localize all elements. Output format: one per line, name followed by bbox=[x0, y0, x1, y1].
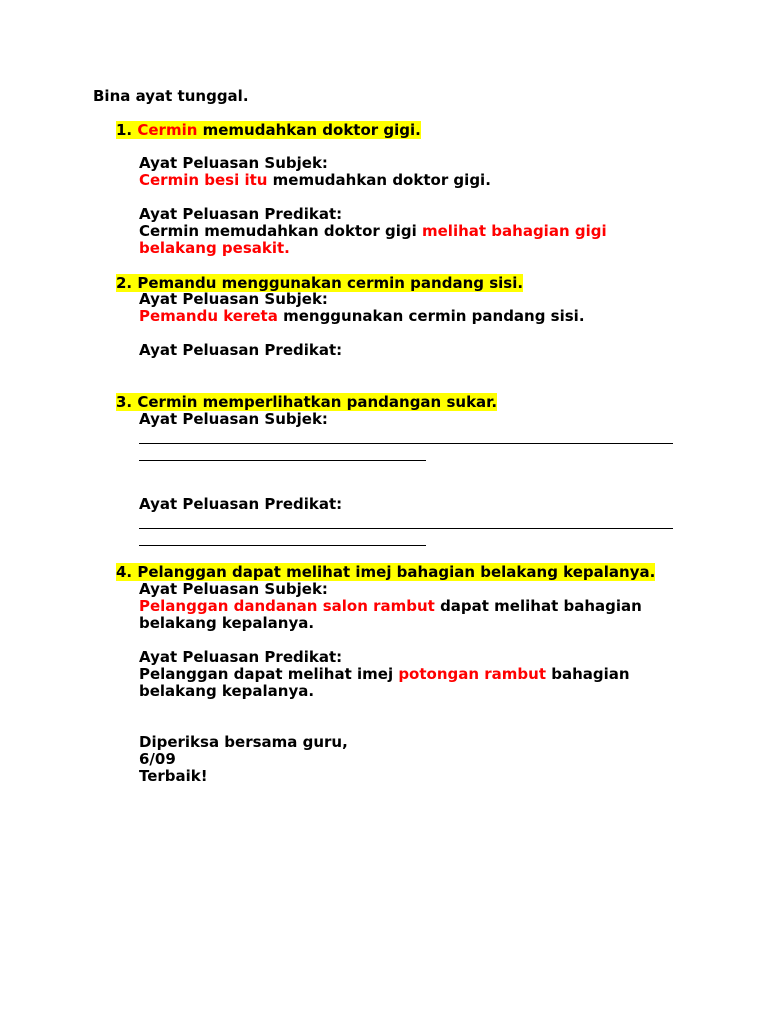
question-4-predicate-label: Ayat Peluasan Predikat: bbox=[139, 648, 343, 666]
teacher-note-checked: Diperiksa bersama guru, bbox=[139, 733, 348, 751]
question-2-number: 2. bbox=[116, 274, 133, 292]
question-3-predicate-label: Ayat Peluasan Predikat: bbox=[139, 495, 343, 513]
question-2-subject-label: Ayat Peluasan Subjek: bbox=[139, 290, 328, 308]
question-1-subject-answer-rest: memudahkan doktor gigi. bbox=[267, 171, 491, 189]
question-3-subject-answer-line-2 bbox=[139, 460, 426, 461]
question-4-subject-label: Ayat Peluasan Subjek: bbox=[139, 580, 328, 598]
question-4-predicate-answer-red: potongan rambut bbox=[398, 665, 547, 683]
question-3-predicate-answer-line-1 bbox=[139, 528, 673, 529]
question-1-highlight bbox=[116, 121, 421, 139]
question-4-sentence: Pelanggan dapat melihat imej bahagian belakang kepalanya. bbox=[137, 563, 656, 581]
question-4 bbox=[116, 564, 655, 581]
question-1-predicate-answer-plain: Cermin memudahkan doktor gigi bbox=[139, 222, 422, 240]
question-4-predicate-answer-rest: bahagian bbox=[546, 665, 630, 683]
question-4-subject-answer-line-1 bbox=[139, 598, 642, 615]
question-2-subject-answer bbox=[139, 308, 585, 325]
page-title: Bina ayat tunggal. bbox=[93, 87, 249, 105]
question-2-sentence: Pemandu menggunakan cermin pandang sisi. bbox=[137, 274, 524, 292]
question-1-predicate-answer-line-2: belakang pesakit. bbox=[139, 239, 290, 257]
question-3-predicate-answer-line-2 bbox=[139, 545, 426, 546]
question-1-predicate-answer-line-1 bbox=[139, 223, 607, 240]
question-4-subject-answer-red: Pelanggan dandanan salon rambut bbox=[139, 597, 435, 615]
question-3-highlight bbox=[116, 393, 497, 411]
question-1-subject-answer bbox=[139, 172, 491, 189]
question-4-predicate-answer-line-1 bbox=[139, 666, 630, 683]
question-1-subject-label: Ayat Peluasan Subjek: bbox=[139, 154, 328, 172]
question-1-subject-word: Cermin bbox=[137, 121, 198, 139]
question-2-subject-answer-red: Pemandu kereta bbox=[139, 307, 278, 325]
question-4-predicate-answer-line-2: belakang kepalanya. bbox=[139, 682, 315, 700]
question-3-subject-label: Ayat Peluasan Subjek: bbox=[139, 410, 328, 428]
teacher-note-comment: Terbaik! bbox=[139, 767, 208, 785]
question-4-number: 4. bbox=[116, 563, 133, 581]
question-1-predicate-label: Ayat Peluasan Predikat: bbox=[139, 205, 343, 223]
question-4-subject-answer-line-2: belakang kepalanya. bbox=[139, 614, 315, 632]
question-1-number: 1. bbox=[116, 121, 133, 139]
teacher-note-date: 6/09 bbox=[139, 750, 176, 768]
question-4-predicate-answer-plain: Pelanggan dapat melihat imej bbox=[139, 665, 399, 683]
question-1-sentence-rest: memudahkan doktor gigi. bbox=[197, 121, 421, 139]
question-1 bbox=[116, 122, 421, 139]
question-2-predicate-label: Ayat Peluasan Predikat: bbox=[139, 341, 343, 359]
question-3-number: 3. bbox=[116, 393, 133, 411]
question-4-highlight bbox=[116, 563, 655, 581]
question-1-subject-answer-red: Cermin besi itu bbox=[139, 171, 268, 189]
question-3-sentence: Cermin memperlihatkan pandangan sukar. bbox=[137, 393, 498, 411]
question-1-predicate-answer-red: melihat bahagian gigi bbox=[422, 222, 607, 240]
question-4-subject-answer-rest: dapat melihat bahagian bbox=[434, 597, 642, 615]
question-3-subject-answer-line-1 bbox=[139, 443, 673, 444]
question-2-subject-answer-rest: menggunakan cermin pandang sisi. bbox=[277, 307, 585, 325]
question-3 bbox=[116, 394, 497, 411]
